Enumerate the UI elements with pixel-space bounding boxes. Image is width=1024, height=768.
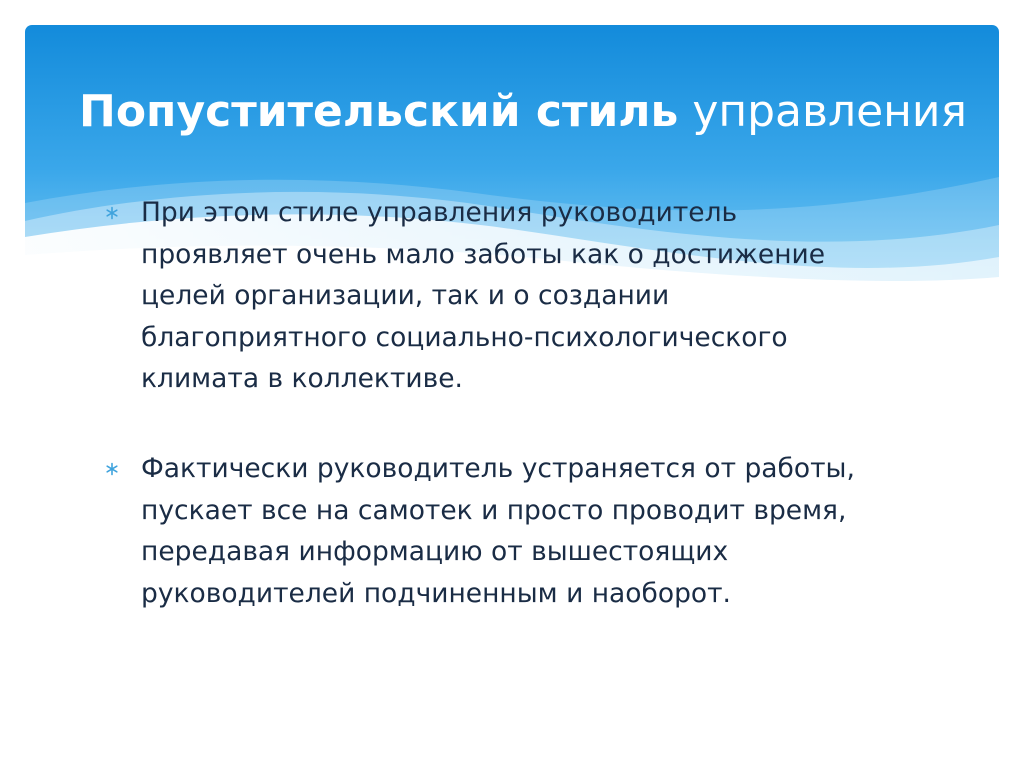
bullet-item (105, 448, 905, 614)
bullet-text: Фактически руководитель устраняется от работы, пускает все на самотек и просто проводит время, передавая информацию от вышестоящих руководителей подчиненным и наоборот. (141, 453, 855, 609)
asterisk-bullet-icon (105, 462, 119, 476)
slide-title-regular: управления (678, 86, 967, 137)
asterisk-bullet-icon (105, 206, 119, 220)
bullet-item (105, 192, 905, 400)
bullet-text: При этом стиле управления руководитель проявляет очень мало заботы как о достижение целей организации, так и о создании благоприятного социально-психологического климата в коллективе. (141, 197, 826, 394)
slide-title-bold: Попустительский стиль (79, 86, 679, 137)
